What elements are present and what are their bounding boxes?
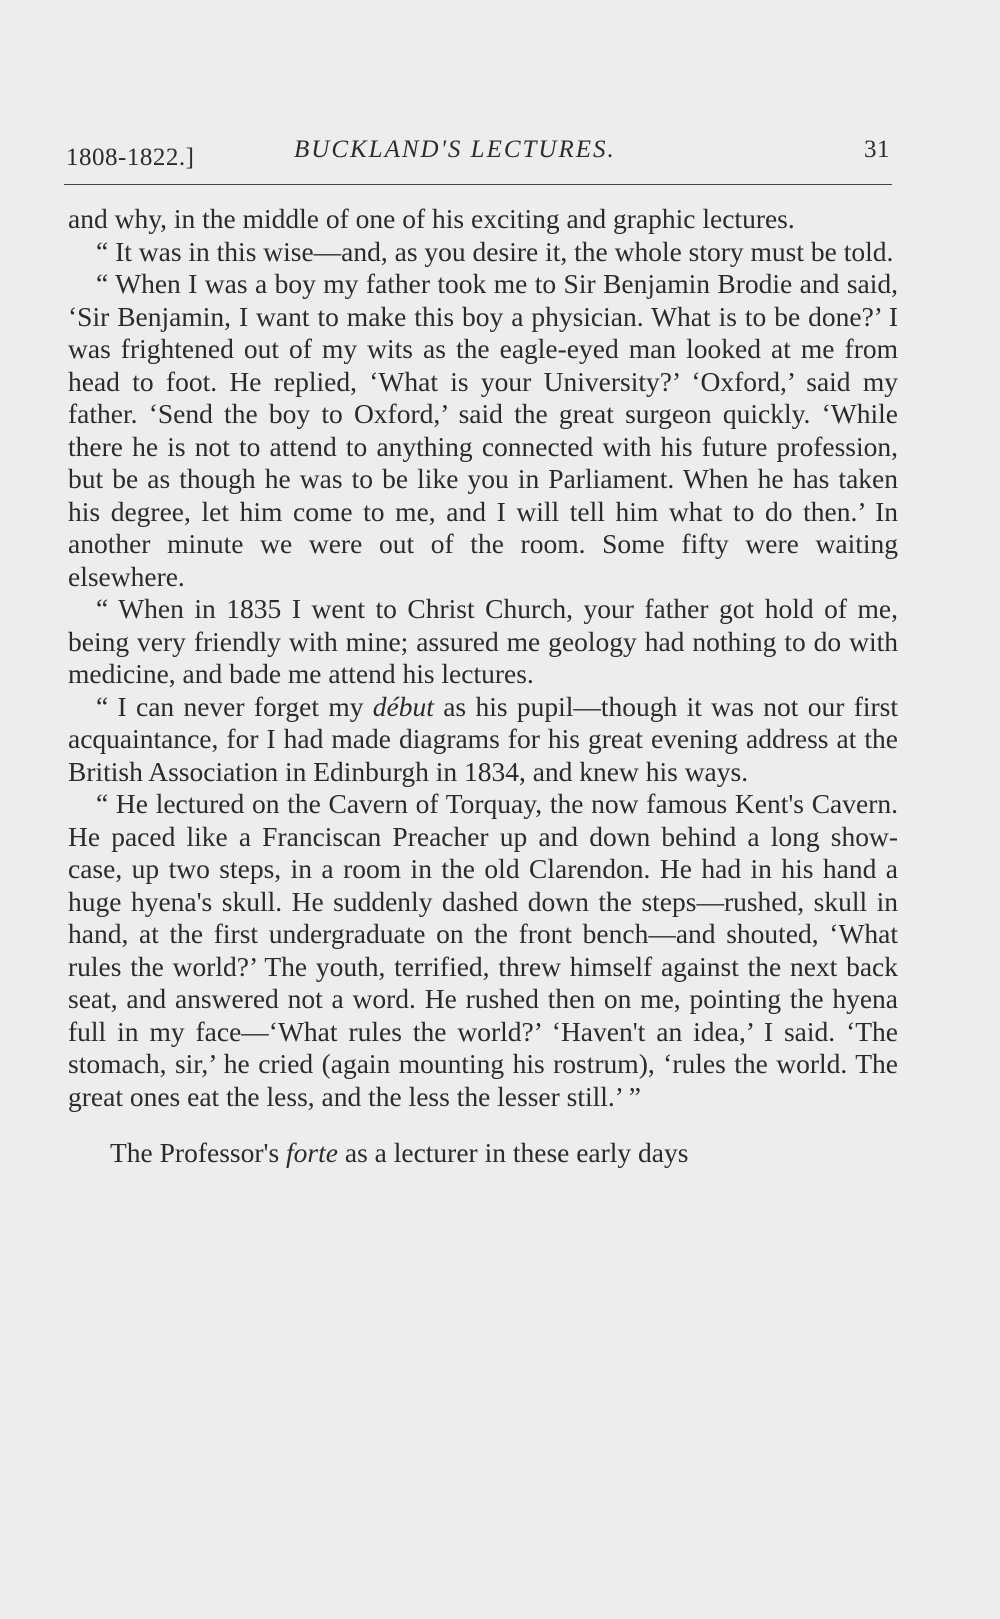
- paragraph-brodie: “ When I was a boy my father took me to Sir Benjamin Brodie and said, ‘Sir Benjamin, I want to make this boy a physician. What is to be done?’ I was frightened out of my wits as the eagle-eyed man looked at me from head to foot. He replied, ‘What is your University?’ ‘Oxford,’ said my father. ‘Send the boy to Oxford,’ said the great surgeon quickly. ‘While there he is not to attend to anything connected with his future profession, but be as though he was to be like you in Parliament. When he has taken his degree, let him come to me, and I will tell him what to do then.’ In another minute we were out of the room. Some fifty were waiting elsewhere.: [68, 268, 898, 592]
- paragraph-forte-italic: forte: [286, 1137, 338, 1168]
- header-rule: [64, 184, 892, 185]
- header-years: 1808-1822.]: [66, 144, 195, 171]
- paragraph-debut-post: as his pupil—though it was not our first acquaintance, for I had made diagrams for his great evening address at the British Association in Edinburgh in 1834, and knew his ways.: [68, 690, 898, 787]
- running-header: [66, 136, 896, 176]
- paragraph-debut-italic: début: [372, 690, 434, 722]
- paragraph-forte: [68, 1137, 898, 1170]
- paragraph-debut: [68, 691, 898, 789]
- paragraph-story-intro: “ It was in this wise—and, as you desire it, the whole story must be told.: [96, 235, 894, 267]
- paragraph-forte-post: as a lecturer in these early days: [338, 1137, 689, 1168]
- page-number: 31: [864, 136, 890, 163]
- header-title: BUCKLAND'S LECTURES.: [294, 136, 616, 163]
- paragraph-debut-pre: “ I can never forget my: [96, 690, 373, 722]
- paragraph-christ-church: “ When in 1835 I went to Christ Church, your father got hold of me, being very friendly with mine; assured me geology had nothing to do with medicine, and bade me attend his lectures.: [68, 593, 898, 689]
- paragraph-cavern: “ He lectured on the Cavern of Torquay, the now famous Kent's Cavern. He paced like a Franciscan Preacher up and down behind a long show-case, up two steps, in a room in the old Clarendon. He had in his hand a huge hyena's skull. He suddenly dashed down the steps—rushed, skull in hand, at the first undergraduate on the front bench—and shouted, ‘What rules the world?’ The youth, terrified, threw himself against the next back seat, and answered not a word. He rushed then on me, pointing the hyena full in my face—‘What rules the world?’ ‘Haven't an idea,’ I said. ‘The stomach, sir,’ he cried (again mounting his rostrum), ‘rules the world. The great ones eat the less, and the less the lesser still.’ ”: [68, 788, 898, 1112]
- paragraph-forte-pre: The Professor's: [110, 1137, 287, 1168]
- paragraph-continuation: and why, in the middle of one of his exciting and graphic lectures.: [68, 203, 795, 234]
- body-text: [68, 203, 898, 1170]
